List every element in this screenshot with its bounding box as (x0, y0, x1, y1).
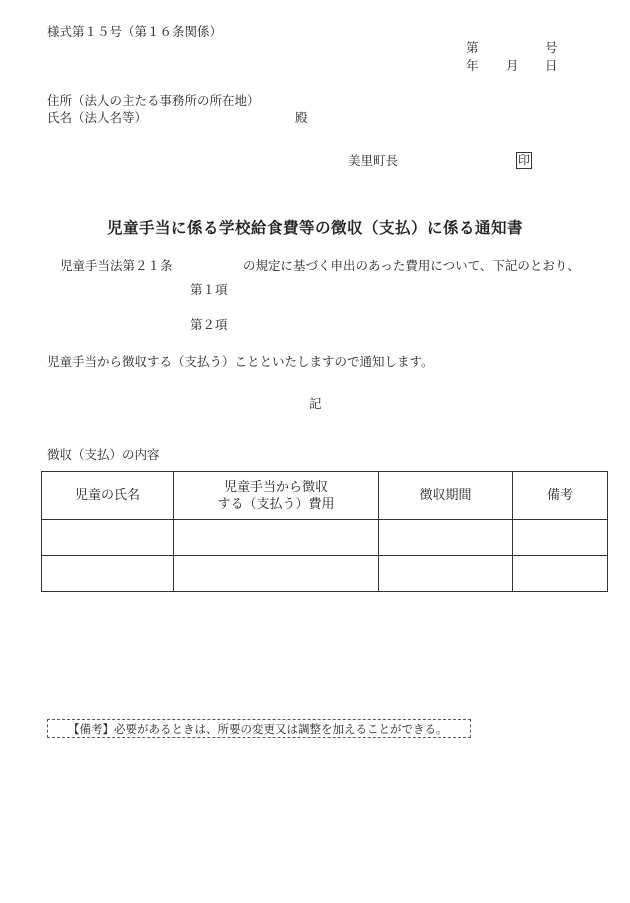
cell-child-name[interactable] (42, 556, 174, 592)
doc-number-suffix: 号 (545, 40, 558, 55)
issuer-title: 美里町長 (348, 153, 399, 168)
table-row (42, 520, 608, 556)
form-number: 様式第１５号（第１６条関係） (47, 24, 223, 39)
recipient-address-label: 住所（法人の主たる事務所の所在地） (47, 93, 260, 108)
cell-remarks[interactable] (513, 520, 608, 556)
document-title: 児童手当に係る学校給食費等の徴収（支払）に係る通知書 (106, 218, 523, 237)
body-line2: 児童手当から徴収する（支払う）ことといたしますので通知します。 (47, 354, 434, 369)
header-period: 徴収期間 (379, 472, 513, 520)
recipient-honorific: 殿 (295, 110, 308, 125)
header-child-name: 児童の氏名 (42, 472, 174, 520)
cell-cost[interactable] (174, 520, 379, 556)
body-line1-prefix: 児童手当法第２１条 (60, 258, 173, 273)
date-year: 年 (466, 58, 479, 73)
recipient-name-label: 氏名（法人名等） (47, 110, 148, 125)
header-cost (174, 472, 379, 520)
section-title: 徴収（支払）の内容 (47, 447, 160, 462)
table-row (42, 556, 608, 592)
table-header-row (42, 472, 608, 520)
cell-remarks[interactable] (513, 556, 608, 592)
remarks-note: 【備考】必要があるときは、所要の変更又は調整を加えることができる。 (47, 719, 471, 738)
body-line1-suffix: の規定に基づく申出のあった費用について、下記のとおり、 (243, 258, 580, 273)
date-month: 月 (506, 58, 519, 73)
date-day: 日 (545, 58, 558, 73)
cell-child-name[interactable] (42, 520, 174, 556)
doc-number-label: 第 (466, 40, 479, 55)
cell-period[interactable] (379, 520, 513, 556)
cell-period[interactable] (379, 556, 513, 592)
header-cost-line2: する（支払う）費用 (217, 496, 335, 512)
header-remarks: 備考 (513, 472, 608, 520)
detail-table (41, 471, 608, 592)
ki-heading: 記 (309, 396, 322, 411)
seal-mark: 印 (518, 153, 531, 167)
body-option-1: 第１項 (190, 282, 228, 297)
header-cost-line1: 児童手当から徴収 (223, 479, 328, 495)
cell-cost[interactable] (174, 556, 379, 592)
body-option-2: 第２項 (190, 317, 228, 332)
